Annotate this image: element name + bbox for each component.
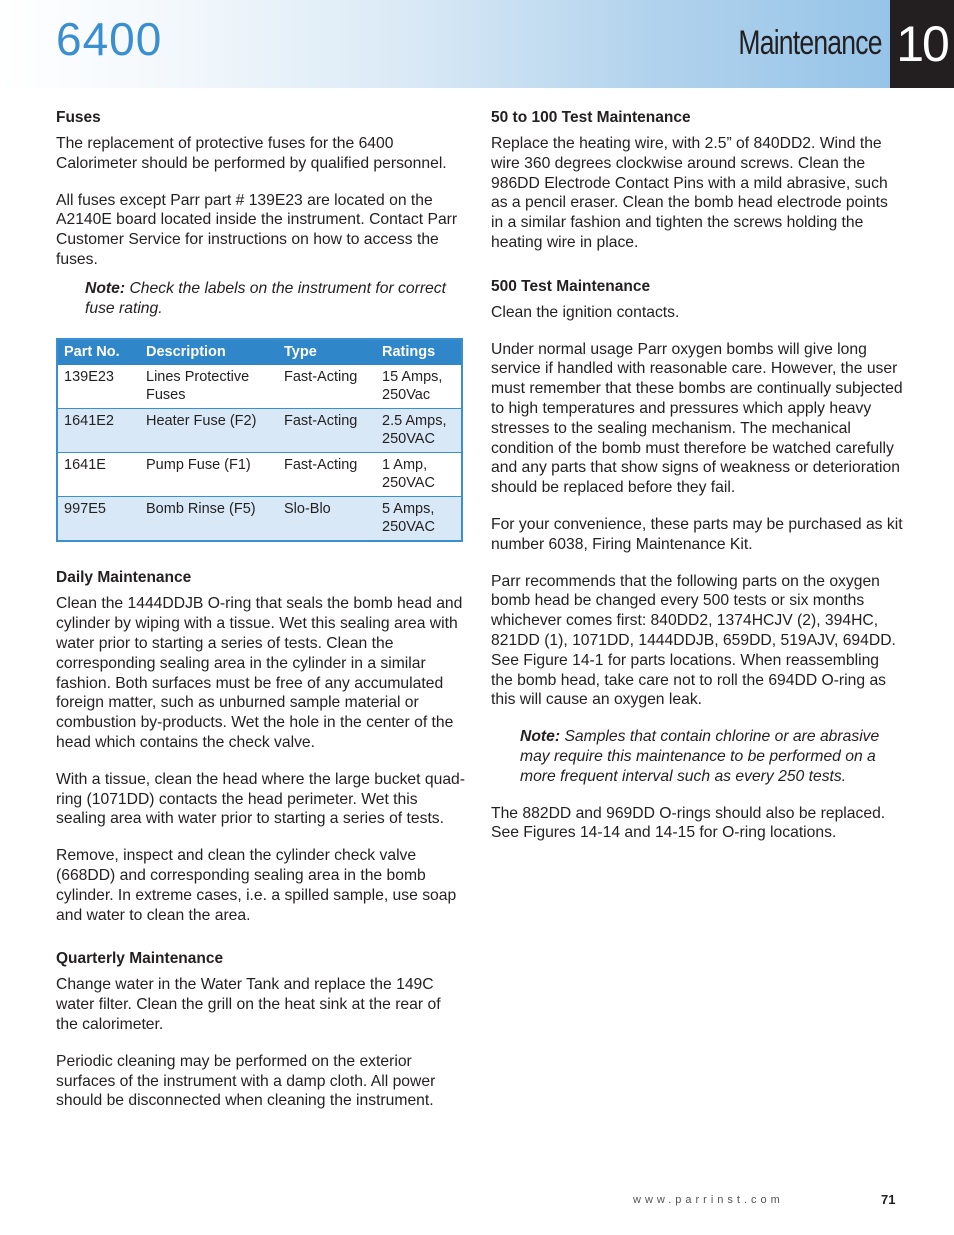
table-row — [57, 453, 462, 497]
page-header — [0, 0, 954, 88]
quarterly-paragraph-2: Periodic cleaning may be performed on the exterior surfaces of the instrument with a damp cloth. All power should be disconnected when cleaning the instrument. — [56, 1052, 436, 1110]
cell-description: Lines Protective Fuses — [140, 365, 278, 409]
fuses-paragraph-2: All fuses except Parr part # 139E23 are located on the A2140E board located inside the instrument. Contact Parr Customer Service for instructions on how to access the fuses. — [56, 191, 458, 268]
cell-description: Pump Fuse (F1) — [140, 453, 278, 497]
daily-paragraph-1: Clean the 1444DDJB O-ring that seals the bomb head and cylinder by wiping with a tissue. Wet this sealing area with water prior to starting a series of tests. Clean the corresponding sealing area in the cylinder in a similar fashion. Both surfaces must be free of any accumulated foreign matter, such as unburned sample material or combustion by-products. Wet the hole in the center of the head which contains the check valve. — [56, 595, 463, 751]
test500-paragraph-2: Under normal usage Parr oxygen bombs will give long service if handled with reasonable care. However, the user must remember that these bombs are continually subjected to high temperatures and pressures which apply heavy stresses to the sealing mechanism. The mechanical condition of the bomb must therefore be watched carefully and any parts that show signs of weakness or deterioration should be replaced before they fail. — [491, 340, 903, 497]
fuses-note — [85, 279, 466, 319]
col-header-ratings: Ratings — [376, 339, 462, 365]
table-header-row — [57, 339, 462, 365]
fuses-heading: Fuses — [56, 109, 101, 126]
cell-ratings: 15 Amps, 250Vac — [376, 365, 462, 409]
quarterly-heading: Quarterly Maintenance — [56, 950, 224, 968]
table-row — [57, 409, 462, 453]
cell-ratings: 2.5 Amps, 250VAC — [376, 409, 462, 453]
col-header-type: Type — [278, 339, 376, 365]
daily-paragraph-2: With a tissue, clean the head where the large bucket quad-ring (1071DD) contacts the head perimeter. Wet this sealing area with water prior to starting a series of tests. — [56, 770, 465, 828]
note-label: Note: — [85, 279, 126, 297]
cell-ratings: 1 Amp, 250VAC — [376, 453, 462, 497]
test500-paragraph-3: For your convenience, these parts may be purchased as kit number 6038, Firing Maintenance Kit. — [491, 515, 903, 553]
cell-part-no: 1641E2 — [57, 409, 140, 453]
cell-ratings: 5 Amps, 250VAC — [376, 497, 462, 542]
right-column — [491, 108, 903, 860]
test500-paragraph-4: Parr recommends that the following parts on the oxygen bomb head be changed every 500 tests or six months whichever comes first: 840DD2, 1374HCJV (2), 394HC, 821DD (1), 1071DD, 1444DDJB, 659DD, 519AJV, 694DD. See Figure 14-1 for parts locations. When reassembling the bomb head, take care not to roll the 694DD O-ring as this will cause an oxygen leak. — [491, 572, 896, 709]
model-number: 6400 — [56, 13, 163, 65]
daily-heading: Daily Maintenance — [56, 569, 192, 587]
test500-paragraph-5: The 882DD and 969DD O-rings should also be replaced. See Figures 14-14 and 14-15 for O-ring locations. — [491, 804, 886, 842]
left-column — [56, 108, 466, 1128]
cell-part-no: 997E5 — [57, 497, 140, 542]
test500-heading: 500 Test Maintenance — [491, 277, 651, 295]
note-label: Note: — [520, 728, 561, 746]
col-header-part-no: Part No. — [57, 339, 140, 365]
quarterly-paragraph-1: Change water in the Water Tank and replace the 149C water filter. Clean the grill on the heat sink at the rear of the calorimeter. — [56, 976, 441, 1033]
page-number: 71 — [881, 1192, 896, 1207]
footer-url: www.parrinst.com — [633, 1194, 784, 1206]
cell-description: Bomb Rinse (F5) — [140, 497, 278, 542]
daily-paragraph-3: Remove, inspect and clean the cylinder check valve (668DD) and corresponding sealing area in the bomb cylinder. In extreme cases, i.e. a spilled sample, use soap and water to clean the area. — [56, 847, 457, 924]
test50-heading: 50 to 100 Test Maintenance — [491, 109, 691, 126]
cell-type: Slo-Blo — [278, 497, 376, 542]
cell-part-no: 139E23 — [57, 365, 140, 409]
fuse-table — [56, 338, 463, 542]
note-text: Check the labels on the instrument for correct fuse rating. — [85, 279, 446, 317]
col-header-description: Description — [140, 339, 278, 365]
test50-paragraph-1: Replace the heating wire, with 2.5” of 840DD2. Wind the wire 360 degrees clockwise around screws. Clean the 986DD Electrode Contact Pins with a mild abrasive, such as a pencil eraser. Clean the bomb head electrode points in a similar fashion and tighten the screws holding the heating wire in place. — [491, 135, 888, 251]
cell-type: Fast-Acting — [278, 409, 376, 453]
note-text: Samples that contain chlorine or are abrasive may require this maintenance to be performed on a more frequent interval such as every 250 tests. — [520, 728, 880, 785]
cell-type: Fast-Acting — [278, 453, 376, 497]
cell-type: Fast-Acting — [278, 365, 376, 409]
section-title: Maintenance — [738, 24, 882, 62]
table-row — [57, 497, 462, 542]
test500-paragraph-1: Clean the ignition contacts. — [491, 303, 680, 321]
cell-description: Heater Fuse (F2) — [140, 409, 278, 453]
fuses-paragraph-1: The replacement of protective fuses for the 6400 Calorimeter should be performed by qualified personnel. — [56, 135, 447, 172]
chapter-number: 10 — [890, 0, 954, 88]
cell-part-no: 1641E — [57, 453, 140, 497]
test500-note — [520, 727, 903, 786]
table-row — [57, 365, 462, 409]
